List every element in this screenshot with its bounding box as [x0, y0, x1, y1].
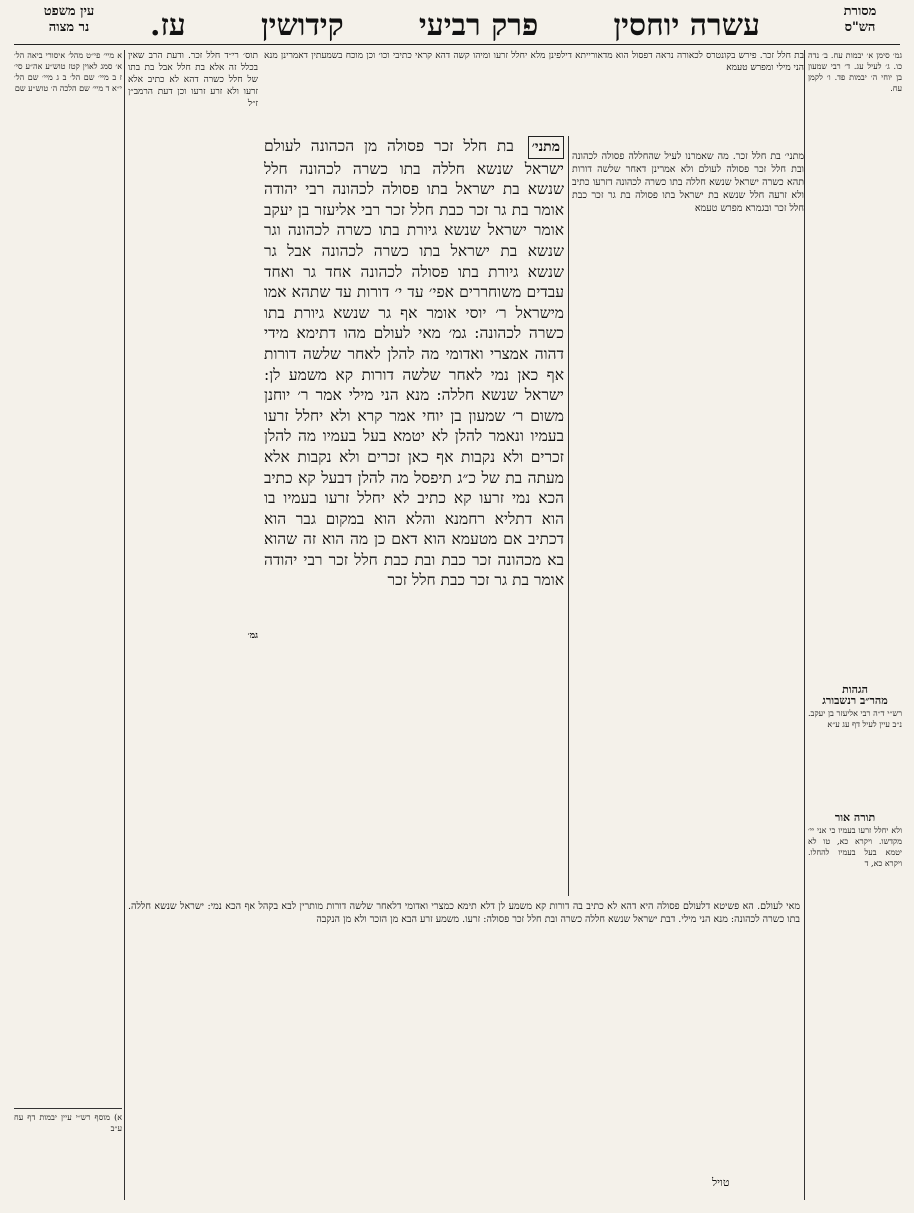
column-divider-left: [124, 50, 125, 1200]
hagahot-section: [808, 680, 902, 810]
hagahot-text: רש״י ד״ה רבי אליעזר בן יעקב. נ״ב עיין לעיל דף עג ע״א: [808, 709, 902, 729]
gemara-main-text: [264, 136, 564, 906]
column-divider-mid: [568, 136, 569, 896]
tractate-name: קידושין: [260, 8, 344, 43]
rashi-bottom: [128, 900, 800, 1120]
column-divider-right: [804, 50, 805, 1200]
masoret-hashas-heading: מסורת הש"ס: [843, 4, 877, 35]
chapter-name: עשרה יוחסין: [613, 8, 760, 43]
tosafot-rid-text: תוס׳ רי״ד חלל זכר. ודעת הרב שאין בכלל זה אלא בת חלל אבל בת בתו של חלל כשרה דהא לא כתיב אלא זרעו ולא זרע זרעו וכן דעת הרמב״ן ז״ל: [128, 51, 258, 109]
rashi-commentary: [572, 150, 804, 790]
ein-mishpat-heading: עין משפט נר מצוה: [43, 4, 95, 35]
rashi-text: מתני׳ בת חלל זכר. מה שאמרנו לעיל שהחללה פסולה לכהונה ובת חלל זכר פסולה לעולם ולא אמרינן דאחר שלשה דורות תהא כשרה ישראל שנשא חללה בתו כשרה לכהונה דזרעו כתיב ולא זרעה חלל שנשא בת ישראל בתו פסולה בת גר זכר כבת חלל זכר ובגמרא מפרש טעמא: [572, 151, 804, 214]
footnote-text: א) מוסף רש״י עיין יבמות דף עח ע״ב: [14, 1113, 122, 1133]
header-rule: [14, 44, 900, 45]
rashi-bottom-text: מאי לעולם. הא פשיטא דלעולם פסולה היא דהא לא כתיב בה דורות קא משמע לן דלא תימא כמצרי ואדומי דלאחר שלשה דורות מותרין לבא בקהל אף הכא נמי: ישראל שנשא חללה. בתו כשרה לכהונה: מנא הני מילי. דבת ישראל שנשא חללה כשרה ובת חלל זכר פסולה: זרעו. משמע זרע הבא מן הזכר ולא מן הנקבה: [128, 901, 800, 925]
tosafot-lower: [128, 630, 258, 895]
gemara-label-inline: גמ׳: [247, 631, 258, 641]
folio-number: עז.: [150, 8, 186, 43]
mishnah-label: מתני׳: [528, 136, 564, 159]
footnotes: [14, 1108, 122, 1202]
perek-number: פרק רביעי: [418, 8, 539, 43]
catchword: טויל: [712, 1176, 730, 1189]
tosafot-rid-column: [128, 50, 258, 630]
ein-mishpat-text: א מיי׳ פי״ט מהל׳ איסורי ביאה הל׳ א׳ סמג לאוין קטז טוש״ע אה״ע סי׳ ז ב מיי׳ שם הל׳ ב ג מיי׳ שם הל׳ י״א ד מיי׳ שם הלכה ה׳ טוש״ע שם: [14, 51, 122, 93]
tosafot-text: בת חלל זכר. פירש בקונטרס לכאורה נראה דפסול הוא מדאורייתא דילפינן מלא יחלל זרעו ומיהו קשה דהא קראי כתיבי וכו׳ וכן מוכח בשמעתין דאמרינן מנא הני מילי ומפרש טעמא: [264, 51, 804, 73]
masoret-hashas-text: גמ׳ סימן א׳ יבמות עח. ב׳ נדה כו. ג׳ לעיל עג. ד׳ רבי שמעון בן יוחי ה׳ יבמות פד. ו׳ לקמן עח.: [808, 51, 902, 93]
ein-mishpat-column: [14, 50, 122, 1200]
masoret-hashas-column: [808, 50, 902, 670]
page-header: [150, 4, 760, 44]
hagahot-title: הגהות מהר״ב רנשבורג: [822, 683, 888, 707]
torah-or-text: ולא יחלל זרעו בעמיו כי אני יי׳ מקדשו. ויקרא כא, טו לא יטמא בעל בעמיו להחלו. ויקרא כא, ד: [808, 826, 902, 868]
gemara-body: בת חלל זכר פסולה מן הכהונה לעולם ישראל שנשא חללה בתו כשרה לכהונה חלל שנשא בת ישראל בתו פסולה לכהונה רבי יהודה אומר בת גר זכר כבת חלל זכר רבי אליעזר בן יעקב אומר ישראל שנשא גיורת בתו כשרה לכהונה וגר שנשא בת ישראל בתו כשרה לכהונה אבל גר שנשא גיורת בתו פסולה לכהונה אחד גר ואחד עבדים משוחררים אפי׳ עד י׳ דורות עד שתהא אמו מישראל ר׳ יוסי אומר אף גר שנשא גיורת בתו כשרה לכהונה: גמ׳ מאי לעולם מהו דתימא מידי דהוה אמצרי ואדומי מה להלן לאחר שלשה דורות אף כאן נמי לאחר שלשה דורות קא משמע לן: ישראל שנשא חללה: מנא הני מילי אמר ר׳ יוחנן משום ר׳ שמעון בן יוחי אמר קרא ולא יחלל זרעו בעמיו ונאמר להלן לא יטמא בעל בעמיו מה להלן זכרים ולא נקבות אף כאן זכרים ולא נקבות אלא מעתה בת של כ״ג תיפסל מה להלן דבעל קא כתיב הכא נמי זרעו קא כתיב לא יחלל זרעו בעמיו בו הוא דתליא רחמנא והלא הוא במקום גבר הוא דכתיב אם מטעמא הוא דאם כן מה הוא זה שהוא בא מכהונה זכר כבת ובת כבת חלל זכר רבי יהודה אומר בת גר זכר כבת חלל זכר: [264, 137, 564, 590]
torah-or-title: תורה אור: [834, 811, 876, 824]
torah-or-section: [808, 808, 902, 1158]
